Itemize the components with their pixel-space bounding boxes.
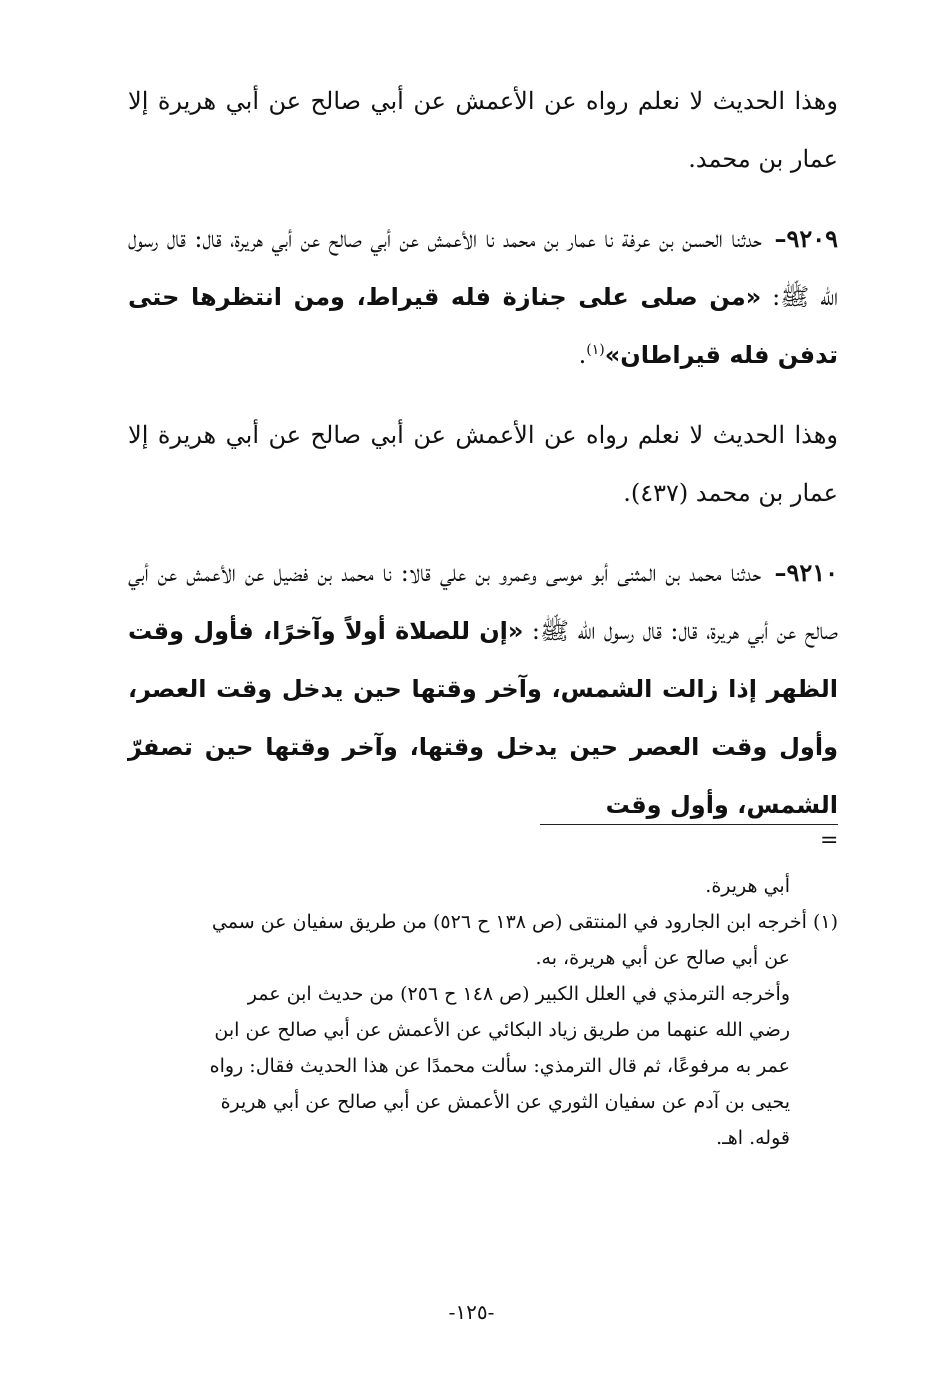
matn-text: «من صلى على جنازة فله قيراط، ومن انتظرها حتى تدفن فله قيراطان» [128,283,838,369]
hadith-number: ٩٢١٠– [774,558,838,587]
sentence-end: . [578,341,587,369]
matn-text: «إن للصلاة أولاً وآخرًا، فأول وقت الظهر إذا زالت الشمس، وآخر وقتها حين يدخل وقت العصر، وأول وقت العصر حين يدخل وقتها، وآخر وقتها حين تصفرّ الشمس، وأول وقت [128,617,838,819]
paragraph-comment-2 [128,406,838,522]
paragraph-text: وهذا الحديث لا نعلم رواه عن الأعمش عن أبي صالح عن أبي هريرة إلا عمار بن محمد. [128,87,838,173]
main-text [128,72,838,856]
footnote-reference[interactable]: (١) [586,342,605,358]
footnotes-section [128,868,838,1156]
footnote-marker: (١) [812,911,838,933]
hadith-9210 [128,544,838,834]
continuation-mark: = [820,828,839,853]
paragraph-comment-1 [128,72,838,188]
footnote-line: وأخرجه الترمذي في العلل الكبير (ص ١٤٨ ح ٢٥٦) من حديث ابن عمر [247,983,790,1005]
footnote-line: قوله. اهـ. [716,1127,790,1149]
footnote-line [128,904,838,940]
footnote-separator [540,824,838,825]
footnote-line: عمر به مرفوعًا، ثم قال الترمذي: سألت محمدًا عن هذا الحديث فقال: رواه [209,1055,790,1077]
footnote-line: يحيى بن آدم عن سفيان الثوري عن الأعمش عن أبي صالح عن أبي هريرة [220,1091,790,1113]
isnad-text: حدثنا محمد بن المثنى أبو موسى وعمرو بن علي قالا: نا محمد بن فضيل عن الأعمش عن أبي صالح عن أبي هريرة، قال: قال رسول الله ﷺ: [128,559,839,645]
isnad-text: حدثنا الحسن بن عرفة نا عمار بن محمد نا الأعمش عن أبي صالح عن أبي هريرة، قال: قال رسول الله ﷺ: [128,225,838,311]
hadith-number: ٩٢٠٩– [774,224,838,253]
footnote-line: رضي الله عنهما من طريق زياد البكائي عن الأعمش عن أبي صالح عن ابن [214,1019,790,1041]
page-number: -١٢٥- [448,1300,495,1324]
paragraph-text: وهذا الحديث لا نعلم رواه عن الأعمش عن أبي صالح عن أبي هريرة إلا عمار بن محمد (٤٣٧). [128,421,838,507]
footnote-line-text: أخرجه ابن الجارود في المنتقى (ص ١٣٨ ح ٥٢٦) من طريق سفيان عن سمي [211,911,807,933]
footnote-line: عن أبي صالح عن أبي هريرة، به. [535,947,790,969]
footnote-continued-text: أبي هريرة. [705,875,790,897]
hadith-9209 [128,210,838,384]
